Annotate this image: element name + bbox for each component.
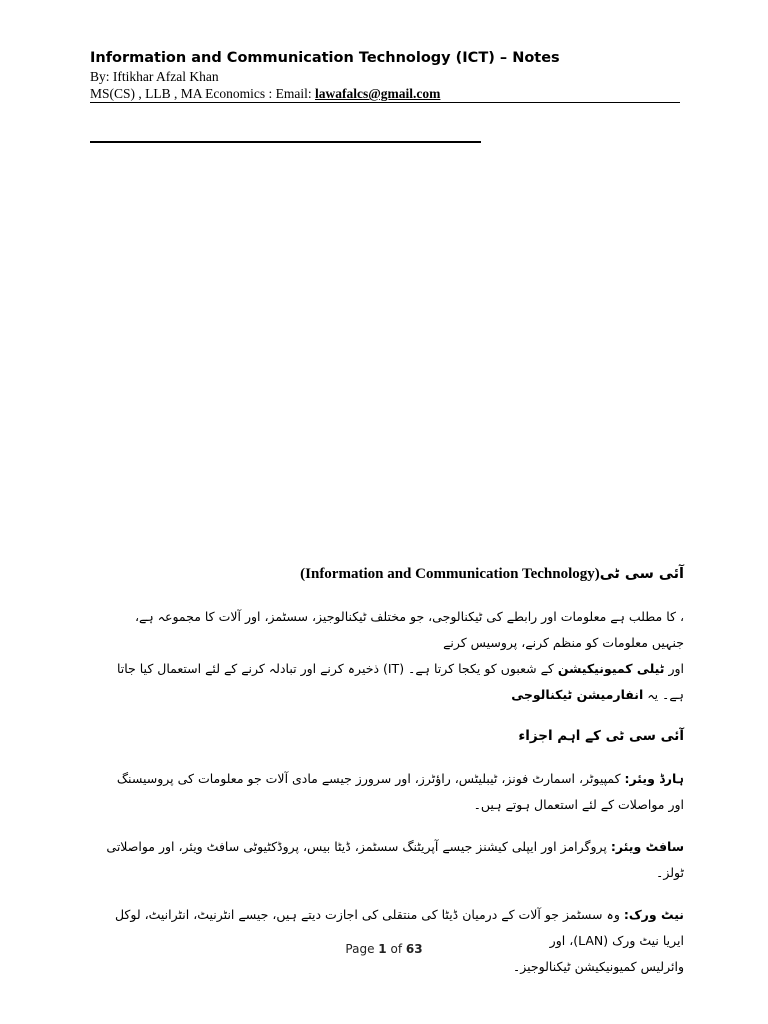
document-body	[100, 562, 684, 996]
hardware-text: کمپیوٹر، اسمارٹ فونز، ٹیبلیٹس، راؤٹرز، اور سرورز جیسے مادی آلات جو معلومات کی پروسیسنگ اور مواصلات کے لئے استعمال ہوتے ہیں۔	[116, 771, 684, 812]
network-paragraph	[100, 902, 684, 980]
intro-paragraph	[100, 604, 684, 708]
network-label: نیٹ ورک:	[623, 907, 684, 922]
network-text-line-2: وائرلیس کمیونیکیشن ٹیکنالوجیز۔	[512, 959, 684, 974]
email-link[interactable]: lawafalcs@gmail.com	[315, 86, 441, 101]
software-text: پروگرامز اور ایپلی کیشنز جیسے آپریٹنگ سسٹمز، ڈیٹا بیس، پروڈکٹیوٹی سافٹ ویئر، اور مواصلاتی ٹولز۔	[106, 839, 684, 880]
page-current: 1	[378, 942, 387, 956]
hardware-label: ہارڈ ویئر:	[624, 771, 684, 786]
page-total: 63	[405, 942, 423, 956]
software-paragraph	[100, 834, 684, 886]
page-of: of	[386, 942, 406, 956]
components-heading: آئی سی ٹی کے اہم اجزاء	[518, 728, 684, 744]
hardware-paragraph	[100, 766, 684, 818]
heading-urdu: آئی سی ٹی	[599, 566, 684, 582]
page-footer	[0, 942, 768, 956]
author-byline: By: Iftikhar Afzal Khan	[90, 69, 219, 84]
network-text: وہ سسٹمز جو آلات کے درمیان ڈیٹا کی منتقلی کی اجازت دیتے ہیں، جیسے انٹرنیٹ، انٹرانیٹ، لوکل ایریا نیٹ ورک (LAN)، اور	[114, 907, 684, 948]
header-divider	[90, 102, 680, 103]
heading-english: (Information and Communication Technology)	[300, 566, 600, 582]
software-label: سافٹ ویئر:	[610, 839, 684, 854]
keyword-telecom: ٹیلی کمیونیکیشن	[557, 661, 665, 676]
intro-line-2b: کے شعبوں کو یکجا کرتا ہے۔ (IT) ذخیرہ کرنے اور تبادلہ کرنے کے لئے استعمال کیا جاتا ہے۔ یہ	[116, 661, 684, 702]
document-title: Information and Communication Technology (ICT) – Notes	[90, 50, 560, 66]
section-divider	[90, 141, 481, 143]
section-heading	[100, 562, 684, 586]
keyword-it: انفارمیشن ٹیکنالوجی	[511, 687, 644, 702]
intro-line-2a: اور	[664, 661, 684, 676]
page-header	[90, 48, 680, 102]
credentials-text: MS(CS) , LLB , MA Economics : Email:	[90, 86, 315, 101]
intro-line-1: ، کا مطلب ہے معلومات اور رابطے کی ٹیکنالوجی، جو مختلف ٹیکنالوجیز، سسٹمز، اور آلات کا مجموعہ ہے، جنہیں معلومات کو منظم کرنے، پروسیس کرنے	[135, 609, 684, 650]
page-label: Page	[345, 942, 379, 956]
author-credentials	[90, 85, 680, 102]
